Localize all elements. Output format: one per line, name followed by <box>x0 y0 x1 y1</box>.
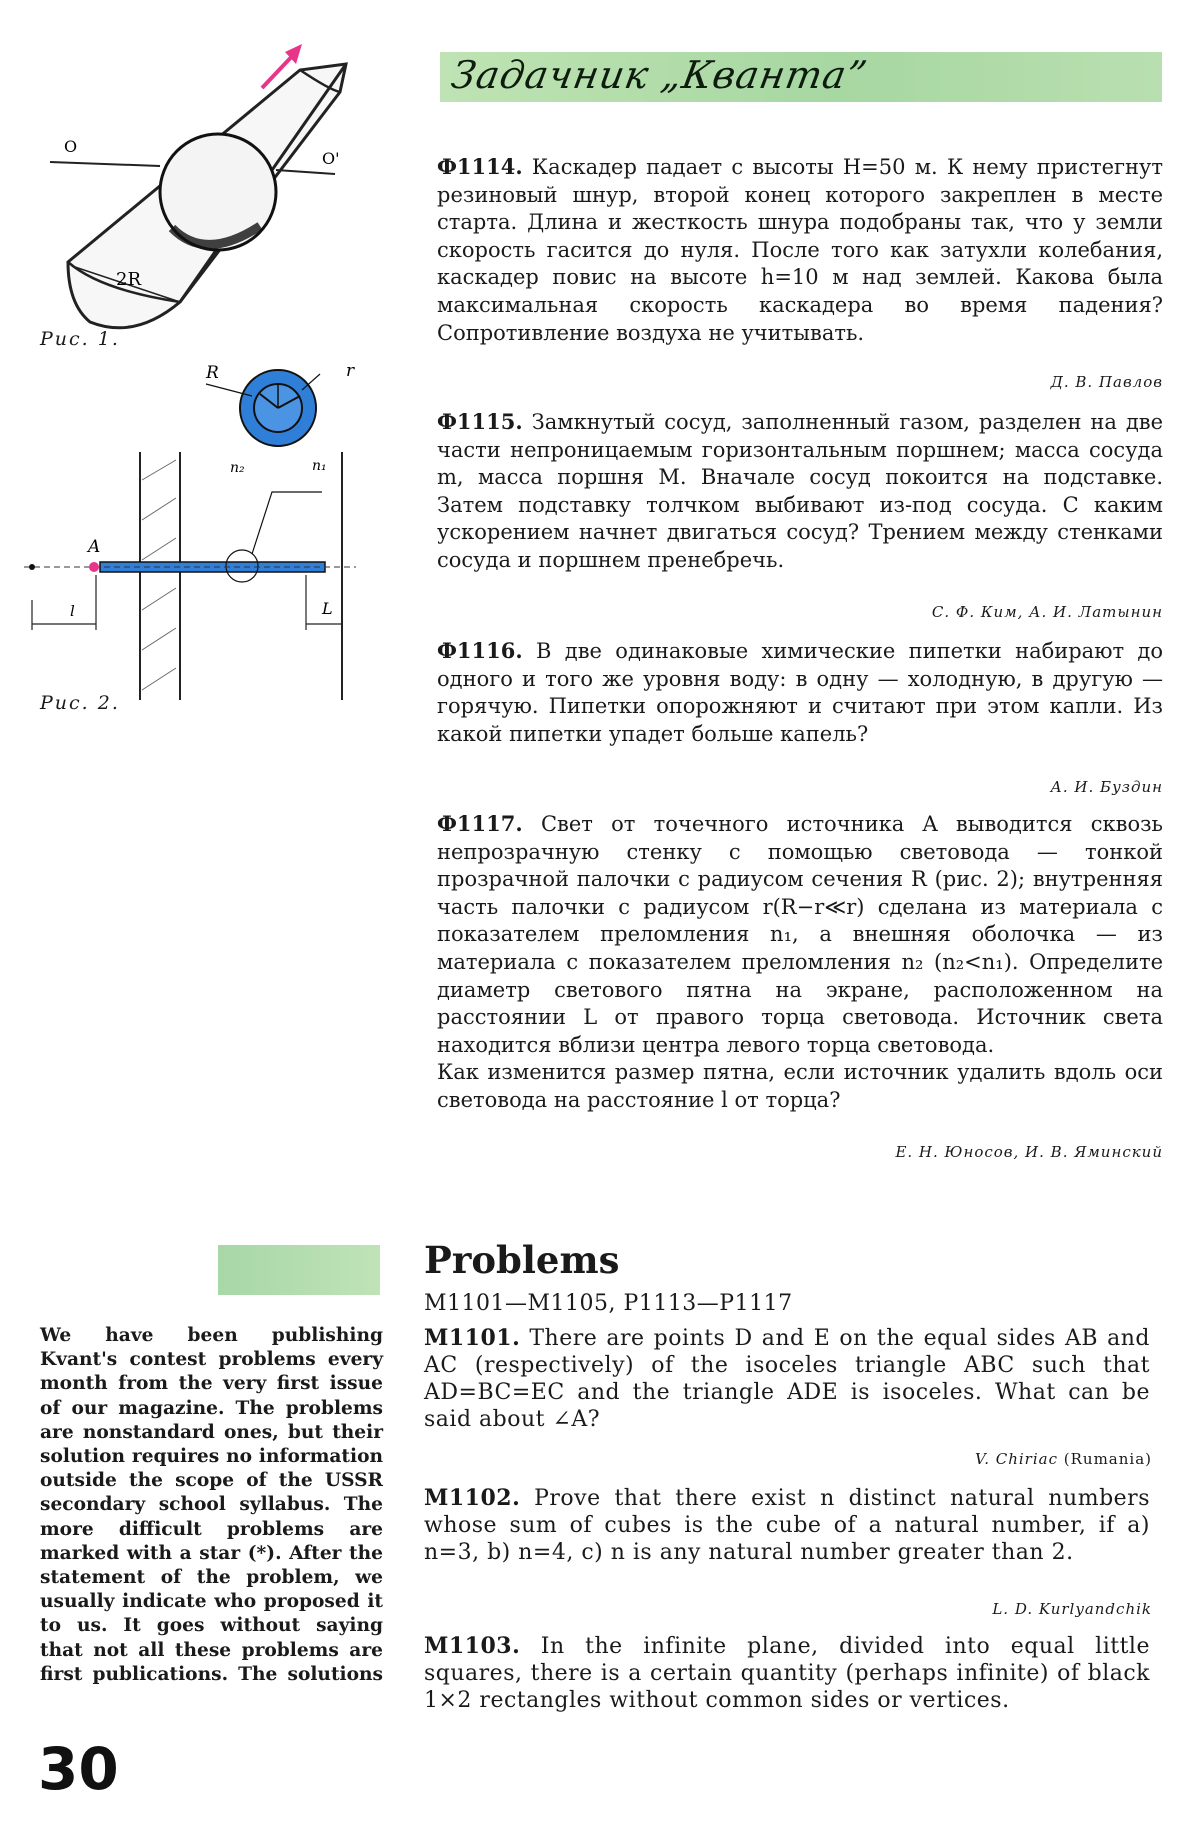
label-n2: n₂ <box>230 460 245 476</box>
problem-text: In the infinite plane, divided into equal little squares, there is a certain quantity (perhaps infinite) of black 1×2 rectangles without common sides or vertices. <box>424 1634 1150 1713</box>
problem-code: Ф1117. <box>437 811 523 836</box>
problem-code: M1103. <box>424 1633 521 1659</box>
problem-author: Е. Н. Юносов, И. В. Яминский <box>895 1143 1163 1161</box>
problem-text: В две одинаковые химические пипетки набирают до одного и того же уровня воду: в одну — холодную, в другую — горячую. Пипетки опорожняют и считают при этом капли. Из какой пипетки упадет больше капель? <box>437 639 1163 746</box>
fig2-caption: Рис. 2. <box>40 692 120 714</box>
problem-text: Каскадер падает с высоты H=50 м. К нему пристегнут резиновый шнур, второй конец которого закреплен в месте старта. Длина и жесткость шнура подобраны так, что у земли скорость гасится до нуля. После того как затухли колебания, каскадер повис на высоте h=10 м над землей. Какова была максимальная скорость каскадера во время падения? Сопротивление воздуха не учитывать. <box>437 155 1163 345</box>
problem-M1101 <box>424 1325 1150 1433</box>
problem-text: Замкнутый сосуд, заполненный газом, разделен на две части непроницаемым горизонтальным поршнем; масса сосуда m, масса поршня M. Вначале сосуд покоится на подставке. Затем подставку толчком выбивают из-под сосуда. С каким ускорением начнет двигаться сосуд? Трением между стенками сосуда и поршнем пренебречь. <box>437 410 1163 572</box>
label-l: l <box>70 602 75 620</box>
problem-F1115 <box>437 408 1163 575</box>
problem-text: Свет от точечного источника A выводится сквозь непрозрачную стенку с помощью световода — тонкой прозрачной палочки с радиусом сечения R (рис. 2); внутренняя часть палочки с радиусом r(R−r≪r) сделана из материала с показателем преломления n₁, а внешняя оболочка — из материала с показателем преломления n₂ (n₂<n₁). Определите диаметр светового пятна на экране, расположенном на расстоянии L от правого торца световода. Источник света находится вблизи центра левого торца световода. <box>437 812 1163 1057</box>
section-marker <box>218 1245 380 1295</box>
point-source-A <box>89 562 99 572</box>
problem-code: M1101. <box>424 1325 521 1351</box>
light-guide-rod <box>100 562 325 572</box>
problem-F1117 <box>437 810 1163 1115</box>
label-r: r <box>346 361 355 381</box>
label-R: R <box>206 363 219 383</box>
problems-subheading: M1101—M1105, P1113—P1117 <box>424 1291 793 1316</box>
label-2R: 2R <box>116 269 142 290</box>
section-title: Задачник „Кванта” <box>448 53 871 97</box>
problem-code: Ф1116. <box>437 638 523 663</box>
label-L: L <box>322 599 333 618</box>
problem-M1103 <box>424 1633 1150 1714</box>
label-A: A <box>88 537 101 557</box>
problem-author: С. Ф. Ким, А. И. Латынин <box>931 603 1163 621</box>
figure-1 <box>30 40 360 350</box>
problem-F1116 <box>437 637 1163 748</box>
problem-code: Ф1114. <box>437 154 523 179</box>
problem-code: Ф1115. <box>437 409 523 434</box>
label-n1: n₁ <box>312 458 327 474</box>
problem-author: V. Chiriac (Rumania) <box>974 1450 1152 1468</box>
problems-heading: Problems <box>424 1238 620 1282</box>
sidebar-intro: We have been publishing Kvant's contest problems every month from the very first issue of our magazine. The problems are nonstandard ones, but their solution requires no information outside the scope of the USSR secondary school syllabus. The more difficult problems are marked with a star (*). After the statement of the problem, we usually indicate who proposed it to us. It goes without saying that not all these problems are first publications. The solutions <box>40 1325 383 1685</box>
problem-F1114 <box>437 153 1163 347</box>
problem-code: M1102. <box>424 1485 521 1511</box>
problem-author: А. И. Буздин <box>1050 778 1163 796</box>
problem-author: L. D. Kurlyandchik <box>992 1600 1152 1618</box>
figure-2 <box>20 360 360 700</box>
problem-text: There are points D and E on the equal sides AB and AC (respectively) of the isoceles triangle ABC such that AD=BC=EC and the triangle ADE is isoceles. What can be said about ∠A? <box>424 1326 1150 1432</box>
fig1-caption: Рис. 1. <box>40 328 120 350</box>
problem-M1102 <box>424 1485 1150 1566</box>
label-O-prime: O' <box>322 149 340 168</box>
problem-text-continued: Как изменится размер пятна, если источник удалить вдоль оси световода на расстояние l от торца? <box>437 1060 1163 1112</box>
problem-text: Prove that there exist n distinct natural numbers whose sum of cubes is the cube of a natural number, if a) n=3, b) n=4, c) n is any natural number greater than 2. <box>424 1486 1150 1565</box>
problem-author: Д. В. Павлов <box>1050 373 1163 391</box>
label-O: O <box>64 137 78 156</box>
page-number: 30 <box>38 1735 119 1803</box>
